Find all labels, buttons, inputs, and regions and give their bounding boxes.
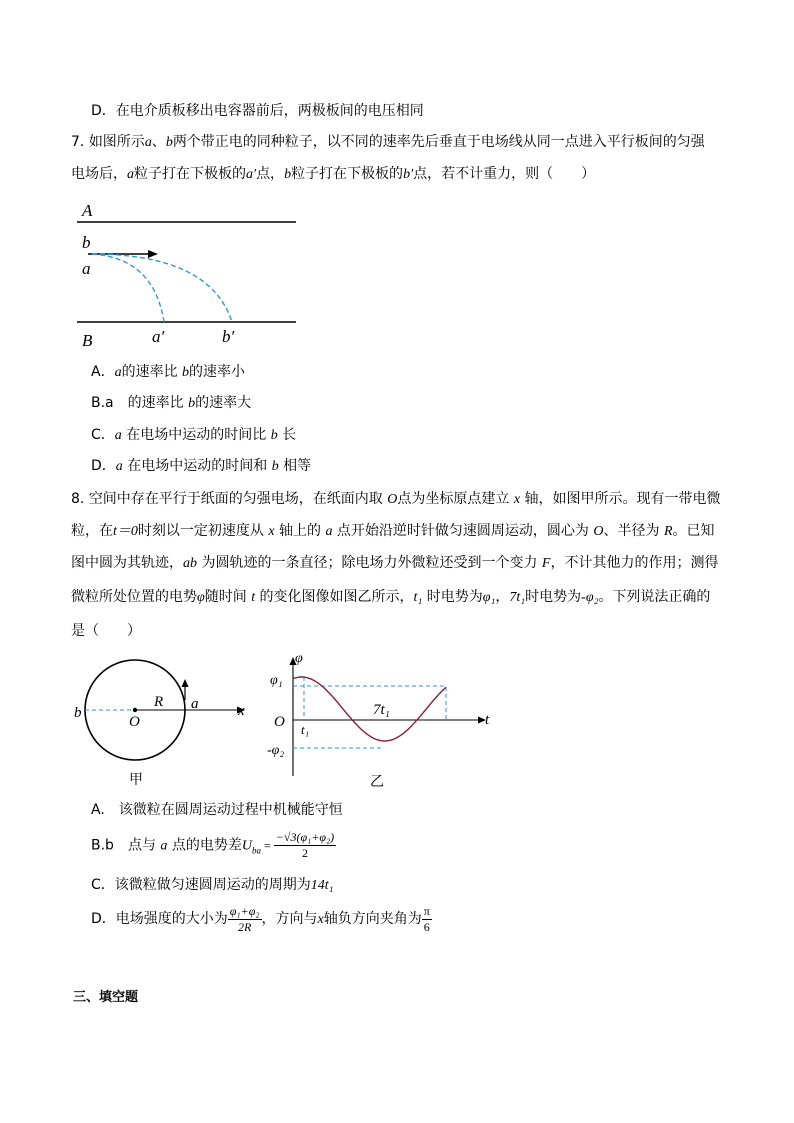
var-7t1: 7t₁ bbox=[509, 590, 526, 605]
q8-text: 点为坐标原点建立 bbox=[397, 491, 510, 507]
q7-point-b-prime: b′ bbox=[403, 167, 414, 182]
label-mphi2: -φ₂ bbox=[267, 743, 285, 758]
q7-text: 如图所示 bbox=[88, 134, 145, 150]
var-x: x bbox=[268, 524, 275, 539]
q8-text: 时刻以一定初速度从 bbox=[137, 523, 264, 539]
option-text: 在电场中运动的时间和 bbox=[127, 458, 268, 474]
q8-stem-line5: 是（ ） bbox=[71, 623, 141, 639]
q8-option-a: A. 该微粒在圆周运动过程中机械能守恒 bbox=[91, 802, 343, 818]
var-b: b bbox=[188, 396, 196, 411]
q7-text: 粒子打在下极板的 bbox=[134, 166, 246, 182]
label-a-prime: a′ bbox=[152, 327, 165, 346]
label-plate-b: B bbox=[82, 331, 93, 348]
q7-var-a: a bbox=[127, 167, 134, 182]
var-a: a bbox=[160, 838, 168, 854]
q8-text: 粒，在 bbox=[71, 523, 113, 539]
var-R: R bbox=[663, 524, 673, 539]
fraction-den: 6 bbox=[423, 919, 430, 934]
label-O: O bbox=[129, 714, 140, 730]
label-b-prime: b′ bbox=[222, 327, 235, 346]
label-O: O bbox=[274, 714, 285, 730]
q8-text: 点开始沿逆时针做匀速圆周运动，圆心为 bbox=[336, 523, 589, 539]
q7-var-a: a bbox=[144, 135, 152, 150]
fraction-den: 2 bbox=[301, 846, 308, 860]
q8-number: 8. bbox=[71, 491, 85, 507]
label-phi: φ bbox=[295, 651, 303, 666]
q7-text: 点， bbox=[256, 166, 285, 182]
velocity-arrow-head-icon bbox=[182, 679, 189, 687]
q8-text: 微粒所处位置的电势 bbox=[71, 589, 197, 605]
q8-figure-yi bbox=[265, 646, 505, 791]
var-a: a bbox=[114, 428, 122, 443]
center-dot bbox=[133, 708, 137, 712]
q7-var-b: b bbox=[165, 135, 173, 150]
var-a: a bbox=[114, 365, 122, 380]
option-text: C．该微粒做匀速圆周运动的周期为 bbox=[91, 877, 311, 893]
option-text: 轴负方向夹角为 bbox=[323, 911, 422, 927]
q8-stem-line1 bbox=[71, 489, 721, 510]
var-b: b bbox=[271, 459, 279, 474]
label-a: a bbox=[191, 696, 199, 712]
label-particle-b: b bbox=[82, 233, 91, 252]
var-x: x bbox=[513, 492, 521, 507]
q7-option-a bbox=[91, 362, 245, 383]
label-7t1: 7t₁ bbox=[373, 702, 390, 718]
q8-text: 。已知 bbox=[672, 523, 715, 539]
option-prefix: B.a bbox=[91, 395, 114, 411]
option-text: D．电场强度的大小为 bbox=[91, 911, 228, 927]
q8-text: ，不计其他力的作用；测得 bbox=[550, 555, 719, 571]
q8-text: 空间中存在平行于纸面的匀强电场，在纸面内取 bbox=[88, 491, 383, 507]
option-prefix: D． bbox=[91, 458, 116, 474]
q7-number: 7. bbox=[71, 134, 85, 150]
label-phi1: φ₁ bbox=[270, 673, 283, 688]
var-phi: φ bbox=[197, 590, 205, 605]
q8-text: 。下列说法正确的 bbox=[598, 589, 711, 605]
q8-text: 时电势为 bbox=[426, 589, 483, 605]
q8-text: 的变化图像如图乙所示， bbox=[259, 589, 414, 605]
q7-option-b bbox=[91, 393, 251, 414]
q7-option-d bbox=[91, 456, 311, 477]
q7-figure bbox=[70, 196, 305, 348]
q7-text: 电场后， bbox=[71, 166, 127, 182]
var-t: t bbox=[251, 590, 256, 605]
arrow-head-icon bbox=[148, 250, 158, 258]
var-mphi2: -φ₂ bbox=[581, 590, 599, 605]
var-phi1: φ₁ bbox=[482, 590, 496, 605]
q8-figure-jia bbox=[70, 654, 255, 789]
q7-point-a-prime: a′ bbox=[246, 167, 257, 182]
fraction-angle bbox=[422, 904, 432, 935]
var-b: b bbox=[270, 428, 278, 443]
var-U-sub: ba bbox=[251, 845, 261, 856]
fraction-num: −√3(φ₁+φ₂) bbox=[275, 830, 335, 844]
q7-text: 点，若不计重力，则（ ） bbox=[413, 166, 596, 182]
q8-text: 为圆轨迹的一条直径；除电场力外微粒还受到一个变力 bbox=[201, 555, 538, 571]
option-text: 的速率小 bbox=[189, 364, 246, 380]
option-text: 长 bbox=[282, 427, 297, 443]
fraction-num: φ₁+φ₂ bbox=[229, 903, 260, 918]
var-U: U bbox=[241, 838, 252, 854]
option-text: B.b 点与 bbox=[91, 837, 156, 854]
q7-text: 两个带正电的同种粒子，以不同的速率先后垂直于电场线从同一点进入平行板间的匀强 bbox=[172, 134, 705, 150]
option-text: 在电场中运动的时间比 bbox=[126, 427, 267, 443]
q8-option-b bbox=[91, 830, 336, 865]
option-text: 相等 bbox=[283, 458, 312, 474]
guide-phi1 bbox=[293, 686, 446, 720]
q8-text: 、半径为 bbox=[603, 523, 660, 539]
trajectory-a bbox=[92, 254, 164, 322]
label-particle-a: a bbox=[82, 259, 91, 278]
caption-jia: 甲 bbox=[129, 773, 143, 788]
var-a: a bbox=[325, 524, 333, 539]
var-O: O bbox=[387, 492, 398, 507]
q8-text: 轴上的 bbox=[279, 523, 322, 539]
label-t1: t₁ bbox=[301, 722, 310, 737]
label-plate-a: A bbox=[82, 201, 93, 220]
var-t1: t₁ bbox=[413, 590, 423, 605]
var-F: F bbox=[541, 556, 551, 571]
q8-text: 轴，如图甲所示。现有一带电微 bbox=[524, 491, 721, 507]
q8-stem-line4 bbox=[71, 587, 710, 608]
option-text: 点的电势差 bbox=[171, 837, 242, 854]
q7-text: 、 bbox=[151, 134, 166, 150]
q8-text: 时电势为 bbox=[525, 589, 582, 605]
q8-stem-line3 bbox=[71, 553, 718, 574]
var-a: a bbox=[115, 459, 123, 474]
caption-yi: 乙 bbox=[370, 775, 384, 790]
option-text: 的速率比 bbox=[121, 364, 178, 380]
label-t: t bbox=[485, 712, 490, 728]
equals: = bbox=[260, 838, 274, 853]
section-fill-in-title: 三、填空题 bbox=[73, 990, 139, 1005]
q7-stem-line1 bbox=[71, 132, 705, 153]
phi-curve bbox=[293, 677, 446, 741]
q7-text: 粒子打在下极板的 bbox=[291, 166, 404, 182]
q6-option-d: D．在电介质板移出电容器前后，两极板间的电压相同 bbox=[91, 103, 424, 119]
option-prefix: A． bbox=[91, 364, 115, 380]
q7-var-b: b bbox=[284, 167, 292, 182]
label-b: b bbox=[74, 705, 82, 721]
option-text: 的速率比 bbox=[127, 395, 184, 411]
var-14t1: 14t₁ bbox=[310, 878, 334, 893]
q7-stem-line2 bbox=[71, 164, 595, 185]
q8-text: 图中圆为其轨迹， bbox=[71, 555, 183, 571]
label-x: x bbox=[238, 703, 245, 719]
fraction-uba bbox=[274, 830, 336, 861]
q7-option-c bbox=[91, 425, 296, 446]
var-b: b bbox=[182, 365, 190, 380]
q8-option-d bbox=[91, 902, 432, 937]
var-O: O bbox=[593, 524, 604, 539]
q8-option-c bbox=[91, 875, 334, 896]
fraction-den: 2R bbox=[237, 919, 252, 934]
option-text: ，方向与 bbox=[261, 911, 318, 927]
q8-text: 随时间 bbox=[204, 589, 247, 605]
option-prefix: C． bbox=[91, 427, 115, 443]
fraction-num: π bbox=[423, 903, 430, 918]
option-text: 的速率大 bbox=[195, 395, 252, 411]
fraction-e bbox=[228, 904, 262, 935]
var-t0: t＝0 bbox=[113, 524, 138, 539]
q8-text: ， bbox=[495, 589, 510, 605]
q8-stem-line2 bbox=[71, 521, 715, 542]
var-ab: ab bbox=[183, 556, 197, 571]
var-x: x bbox=[317, 912, 324, 927]
label-R: R bbox=[154, 694, 164, 710]
